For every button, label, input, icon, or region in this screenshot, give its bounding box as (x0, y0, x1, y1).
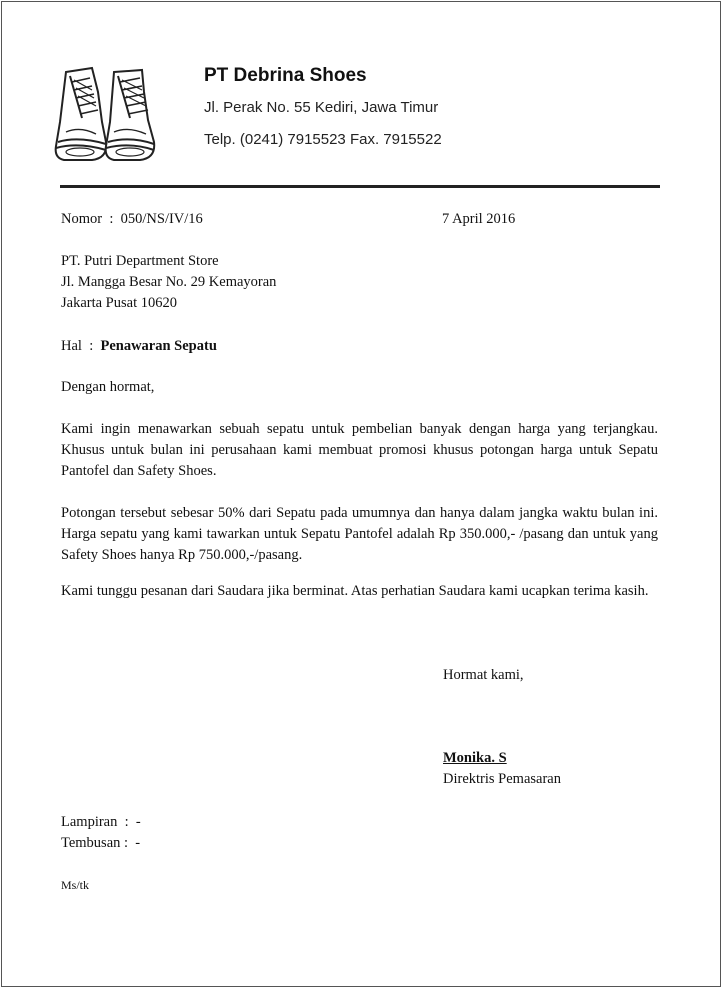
body-paragraph-1: Kami ingin menawarkan sebuah sepatu untuk pembelian banyak dengan harga yang terjangkau. Khusus untuk bulan ini perusahaan kami membuat promosi khusus potongan harga untuk Sepatu Pantofel dan Safety Shoes. (61, 421, 658, 479)
header-divider (60, 185, 660, 188)
company-address: Jl. Perak No. 55 Kediri, Jawa Timur (204, 99, 439, 116)
nomor-value: 050/NS/IV/16 (120, 211, 203, 227)
company-phone: Telp. (0241) 7915523 Fax. 7915522 (204, 131, 442, 148)
letter-date: 7 April 2016 (442, 211, 516, 227)
signer-title: Direktris Pemasaran (443, 771, 561, 787)
closing-salutation: Hormat kami, (443, 667, 524, 683)
signer-name: Monika. S (443, 750, 507, 766)
subject-value: Penawaran Sepatu (100, 338, 217, 354)
lampiran-value: - (135, 814, 141, 830)
typist-initials: Ms/tk (61, 878, 90, 892)
lampiran-label: Lampiran (61, 814, 118, 830)
body-paragraph-3: Kami tunggu pesanan dari Saudara jika berminat. Atas perhatian Saudara kami ucapkan terima kasih. (61, 583, 649, 599)
company-name: PT Debrina Shoes (204, 65, 367, 86)
subject-label: Hal (61, 338, 82, 354)
subject-line: Hal : Penawaran Sepatu (61, 338, 217, 354)
greeting: Dengan hormat, (61, 379, 155, 395)
nomor-label: Nomor (61, 211, 103, 227)
body-paragraph-2: Potongan tersebut sebesar 50% dari Sepatu pada umumnya dan hanya dalam jangka waktu bulan ini. Harga sepatu yang kami tawarkan untuk Sepatu Pantofel adalah Rp 350.000,- /pasang dan untuk yang Safety Shoes hanya Rp 750.000,-/pasang. (61, 505, 658, 563)
letter-number: Nomor : 050/NS/IV/16 (61, 211, 203, 227)
tembusan-value: - (135, 835, 141, 851)
letterhead (204, 64, 442, 150)
recipient-line-2: Jl. Mangga Besar No. 29 Kemayoran (61, 274, 277, 290)
recipient-line-1: PT. Putri Department Store (61, 253, 219, 269)
recipient-line-3: Jakarta Pusat 10620 (61, 295, 177, 311)
lampiran-line: Lampiran : - (61, 814, 141, 830)
tembusan-line: Tembusan : - (61, 835, 141, 851)
tembusan-label: Tembusan (61, 835, 121, 851)
sneakers-icon (52, 62, 158, 166)
